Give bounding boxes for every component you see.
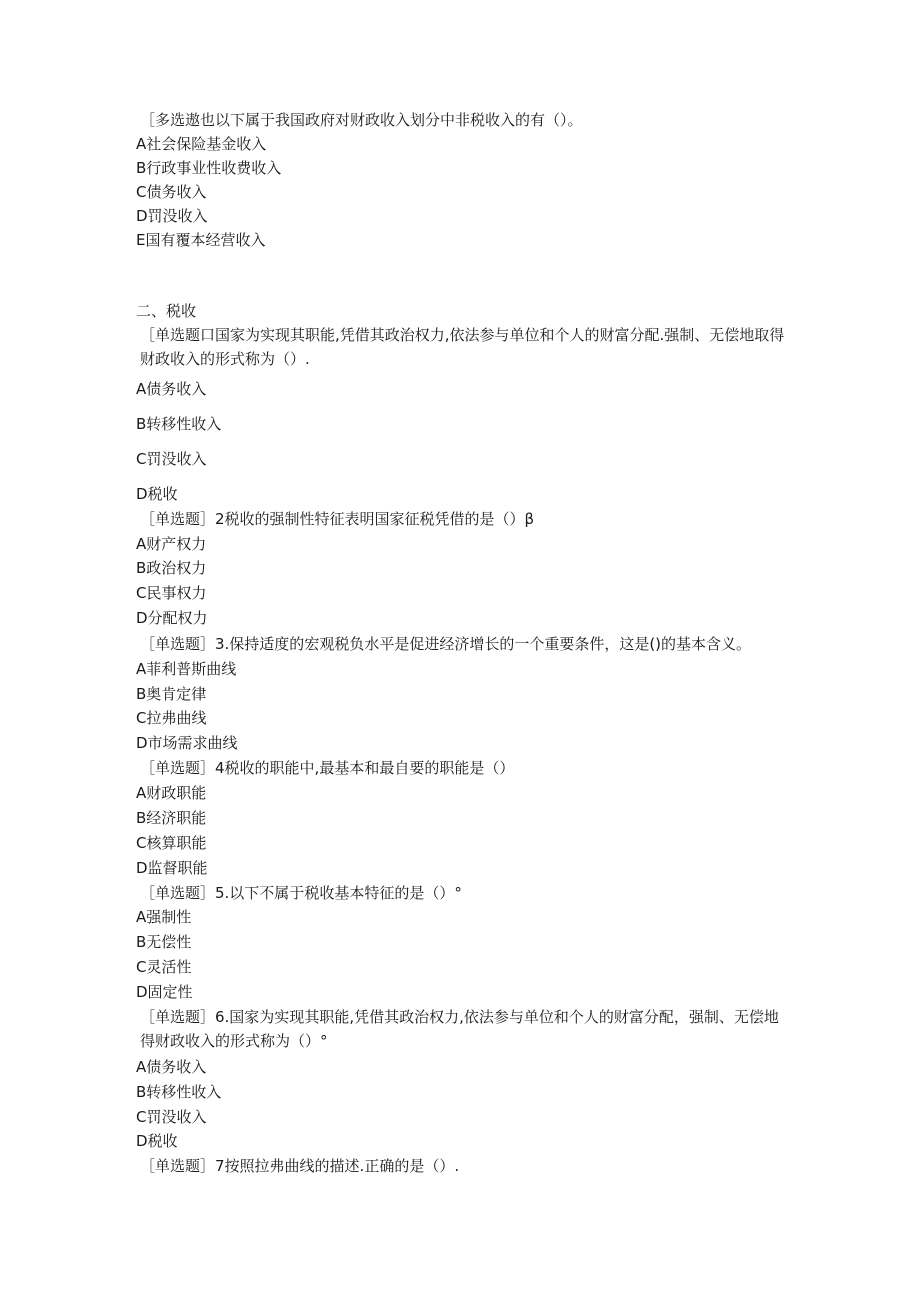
question-7: ［单选题］7按照拉弗曲线的描述.正确的是（）. — [140, 1157, 460, 1175]
q4-option-a: A财政职能 — [136, 784, 207, 802]
q1-option-a: A债务收入 — [136, 380, 207, 398]
q1-option-c: C罚没收入 — [136, 450, 207, 468]
q3-option-a: A菲利普斯曲线 — [136, 660, 237, 678]
question-multi-choice: ［多选遨也以下属于我国政府对财政收入划分中非税收入的有（）。 — [140, 111, 583, 129]
q5-option-b: B无偿性 — [136, 933, 192, 951]
q3-option-d: D市场需求曲线 — [136, 734, 238, 752]
q4-option-d: D监督职能 — [136, 859, 208, 877]
q4-option-b: B经济职能 — [136, 809, 207, 827]
q5-option-c: C灵活性 — [136, 958, 192, 976]
option-d: D罚没收入 — [136, 207, 208, 225]
section-heading: 二、税收 — [136, 302, 197, 320]
option-a: A社会保险基金收入 — [136, 135, 267, 153]
q5-option-d: D固定性 — [136, 983, 193, 1001]
q2-option-d: D分配权力 — [136, 609, 208, 627]
q2-option-b: B政治权力 — [136, 559, 207, 577]
q4-option-c: C核算职能 — [136, 834, 207, 852]
q3-option-c: C拉弗曲线 — [136, 709, 207, 727]
question-1: ［单选题口国家为实现其职能,凭借其政治权力,依法参与单位和个人的财富分配.强制、无偿地取得财政收入的形式称为（）. — [140, 326, 785, 368]
question-5: ［单选题］5.以下不属于税收基本特征的是（）° — [140, 884, 462, 902]
q6-option-c: C罚没收入 — [136, 1108, 207, 1126]
option-e: E国有覆本经营收入 — [136, 231, 266, 249]
question-2: ［单选题］2税收的强制性特征表明国家征税凭借的是（）β — [140, 510, 535, 528]
q6-option-b: B转移性收入 — [136, 1083, 222, 1101]
option-b: B行政事业性收费收入 — [136, 159, 282, 177]
q3-option-b: B奥肯定律 — [136, 685, 207, 703]
q2-option-c: C民事权力 — [136, 584, 207, 602]
q6-option-d: D税收 — [136, 1132, 178, 1150]
question-4: ［单选题］4税收的职能中,最基本和最自要的职能是（） — [140, 759, 515, 777]
option-c: C债务收入 — [136, 183, 207, 201]
q6-option-a: A债务收入 — [136, 1058, 207, 1076]
q1-option-b: B转移性收入 — [136, 415, 222, 433]
q2-option-a: A财产权力 — [136, 535, 207, 553]
question-3: ［单选题］3.保持适度的宏观税负水平是促进经济增长的一个重要条件，这是()的基本含义。 — [140, 635, 752, 653]
question-6: ［单选题］6.国家为实现其职能,凭借其政治权力,依法参与单位和个人的财富分配，强制、无偿地得财政收入的形式称为（）° — [140, 1008, 779, 1050]
q5-option-a: A强制性 — [136, 908, 192, 926]
q1-option-d: D税收 — [136, 485, 178, 503]
